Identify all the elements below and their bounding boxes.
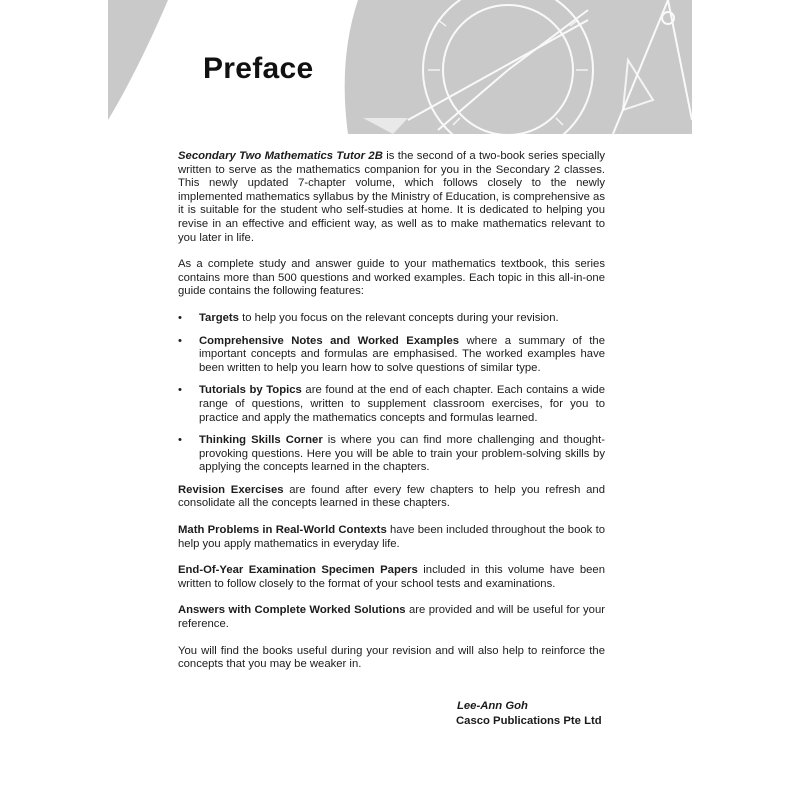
closing-paragraph: You will find the books useful during your revision and will also help to reinforce the concepts that you may be weaker in. — [178, 644, 605, 671]
bullet-icon: • — [178, 434, 182, 447]
feature-text: included in this volume have been written to follow closely to the format of your school tests and examinations. — [178, 564, 605, 590]
list-item — [178, 312, 605, 326]
feature-name: Thinking Skills Corner — [199, 434, 323, 447]
features-intro-paragraph: As a complete study and answer guide to your mathematics textbook, this series contains more than 500 questions and worked examples. Each topic in this all-in-one guide contains the following features: — [178, 258, 605, 298]
signature-block — [456, 699, 602, 728]
feature-text: are found after every few chapters to help you refresh and consolidate all the concepts learned in these chapters. — [178, 483, 605, 510]
intro-paragraph — [178, 150, 605, 245]
header-decoration — [108, 0, 692, 134]
feature-name: Comprehensive Notes and Worked Examples — [199, 334, 460, 347]
preface-body — [178, 150, 605, 685]
bullet-icon: • — [178, 334, 182, 347]
specimen-papers-paragraph — [178, 564, 605, 591]
feature-name: End-Of-Year Examination Specimen Papers — [178, 564, 418, 577]
feature-text: have been included throughout the book to help you apply mathematics in everyday life. — [178, 524, 606, 550]
bullet-icon: • — [178, 384, 182, 397]
feature-name: Revision Exercises — [178, 483, 284, 496]
feature-name: Answers with Complete Worked Solutions — [178, 604, 406, 617]
feature-name: Tutorials by Topics — [199, 384, 302, 397]
list-item — [178, 384, 605, 425]
feature-text: is where you can find more challenging and thought-provoking questions. Here you will be able to train your problem-solving skills by applying the concepts learned in the chapters. — [199, 434, 605, 474]
page-title: Preface — [203, 52, 314, 85]
list-item — [178, 434, 605, 475]
geometry-tools-graphic — [108, 0, 692, 134]
revision-exercises-paragraph — [178, 484, 605, 511]
real-world-paragraph — [178, 524, 605, 551]
list-item — [178, 335, 605, 376]
feature-text: where a summary of the important concepts and formulas are emphasised. The worked examples have been written to help you learn how to solve questions of similar type. — [199, 334, 605, 374]
book-title: Secondary Two Mathematics Tutor 2B — [178, 150, 383, 162]
intro-text: is the second of a two-book series specially written to serve as the mathematics companion for you in the Secondary 2 classes. This newly updated 7-chapter volume, which follows closely to the newly implemented mathematics syllabus by the Ministry of Education, is comprehensive as it is suitable for the student who self-studies at home. It is dedicated to helping you revise in an effective and efficient way, as well as to make mathematics relevant to you later in life. — [178, 150, 605, 244]
feature-text: are found at the end of each chapter. Each contains a wide range of questions, written to supplement classroom exercises, for you to practice and apply the mathematics concepts and formulas learned. — [199, 384, 605, 424]
feature-name: Targets — [199, 311, 239, 324]
bullet-icon: • — [178, 311, 182, 324]
feature-text: to help you focus on the relevant concepts during your revision. — [238, 311, 559, 324]
author-name: Lee-Ann Goh — [457, 700, 528, 712]
answers-paragraph — [178, 604, 605, 631]
publisher-name: Casco Publications Pte Ltd — [456, 714, 602, 727]
features-list — [178, 312, 605, 475]
feature-name: Math Problems in Real-World Contexts — [178, 524, 387, 537]
feature-text: are provided and will be useful for your reference. — [178, 604, 605, 631]
